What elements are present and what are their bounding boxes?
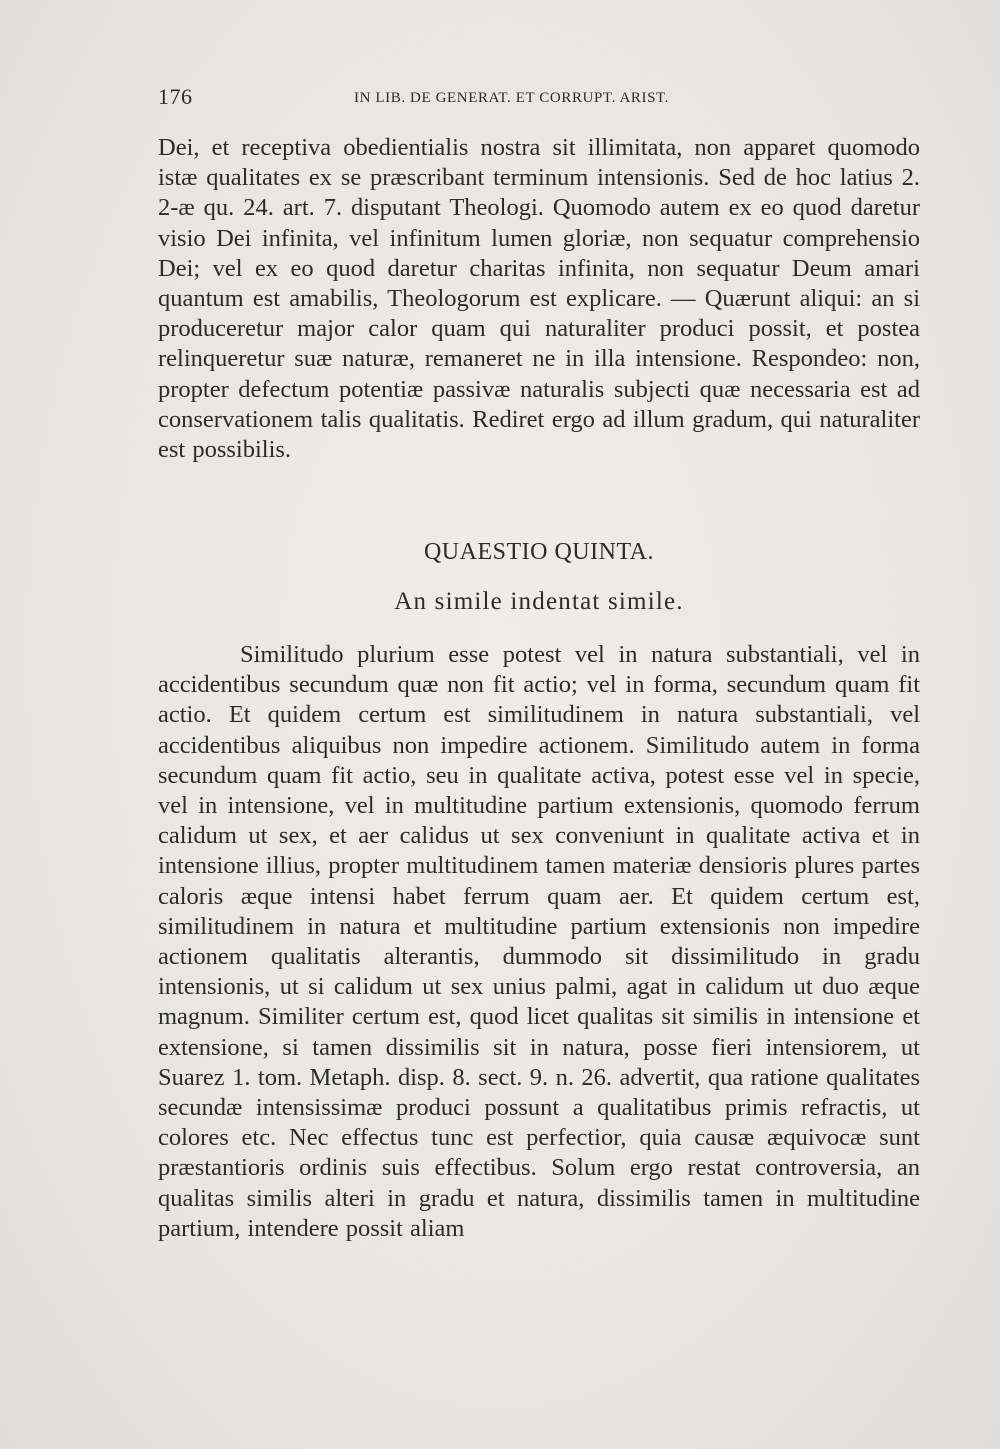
running-title: IN LIB. DE GENERAT. ET CORRUPT. ARIST. <box>354 90 670 106</box>
continuation-paragraph: Dei, et receptiva obedientialis nostra sit illimitata, non apparet quomodo istæ qualitates ex se præscribant terminum intensionis. Sed de hoc latius 2. 2-æ qu. 24. art. 7. disputant Theologi. Quomodo autem ex eo quod daretur visio Dei infinita, vel infinitum lumen gloriæ, non sequatur comprehensio Dei; vel ex eo quod daretur charitas infinita, non sequatur Deum amari quantum est amabilis, Theologorum est explicare. — Quærunt aliqui: an si produceretur major calor quam qui naturaliter produci possit, et postea relinqueretur suæ naturæ, remaneret ne in illa intensione. Respondeo: non, propter defectum potentiæ passivæ naturalis subjecti quæ necessaria est ad conservationem talis qualitatis. Rediret ergo ad illum gradum, qui naturaliter est possibilis. <box>158 134 920 464</box>
continuation-paragraph-block <box>158 133 920 465</box>
question-heading: QUAESTIO QUINTA. <box>423 539 655 565</box>
question-subtitle: An simile indentat simile. <box>394 588 684 615</box>
body-paragraph: Similitudo plurium esse potest vel in natura substantiali, vel in accidentibus secundum quæ non fit actio; vel in forma, secundum quam fit actio. Et quidem certum est similitudinem in natura substantiali, vel accidentibus aliquibus non impedire actionem. Similitudo autem in forma secundum quam fit actio, seu in qualitate activa, potest esse vel in specie, vel in intensione, vel in multitudine partium extensionis, quomodo ferrum calidum ut sex, et aer calidus ut sex conveniunt in qualitate activa et in intensione illius, propter multitudinem tamen materiæ densioris plures partes caloris æque intensi habet ferrum quam aer. Et quidem certum est, similitudinem in natura et multitudine partium extensionis non impedire actionem qualitatis alterantis, dummodo sit dissimilitudo in gradu intensionis, ut si calidum ut sex unius palmi, agat in calidum ut duo æque magnum. Similiter certum est, quod licet qualitas sit similis in intensione et extensione, si tamen dissimilis sit in natura, posse fieri intensiorem, ut Suarez 1. tom. Metaph. disp. 8. sect. 9. n. 26. advertit, qua ratione qualitates secundæ intensissimæ produci possunt a qualitatibus primis refractis, ut colores etc. Nec effectus tunc est perfectior, quia causæ æquivocæ sunt præstantioris ordinis suis effectibus. Solum ergo restat controversia, an qualitas similis alteri in gradu et natura, dissimilis tamen in multitudine partium, intendere possit aliam <box>158 641 920 1242</box>
page-number: 176 <box>158 84 193 109</box>
body-paragraph-block <box>158 640 920 1244</box>
running-head <box>158 84 918 114</box>
